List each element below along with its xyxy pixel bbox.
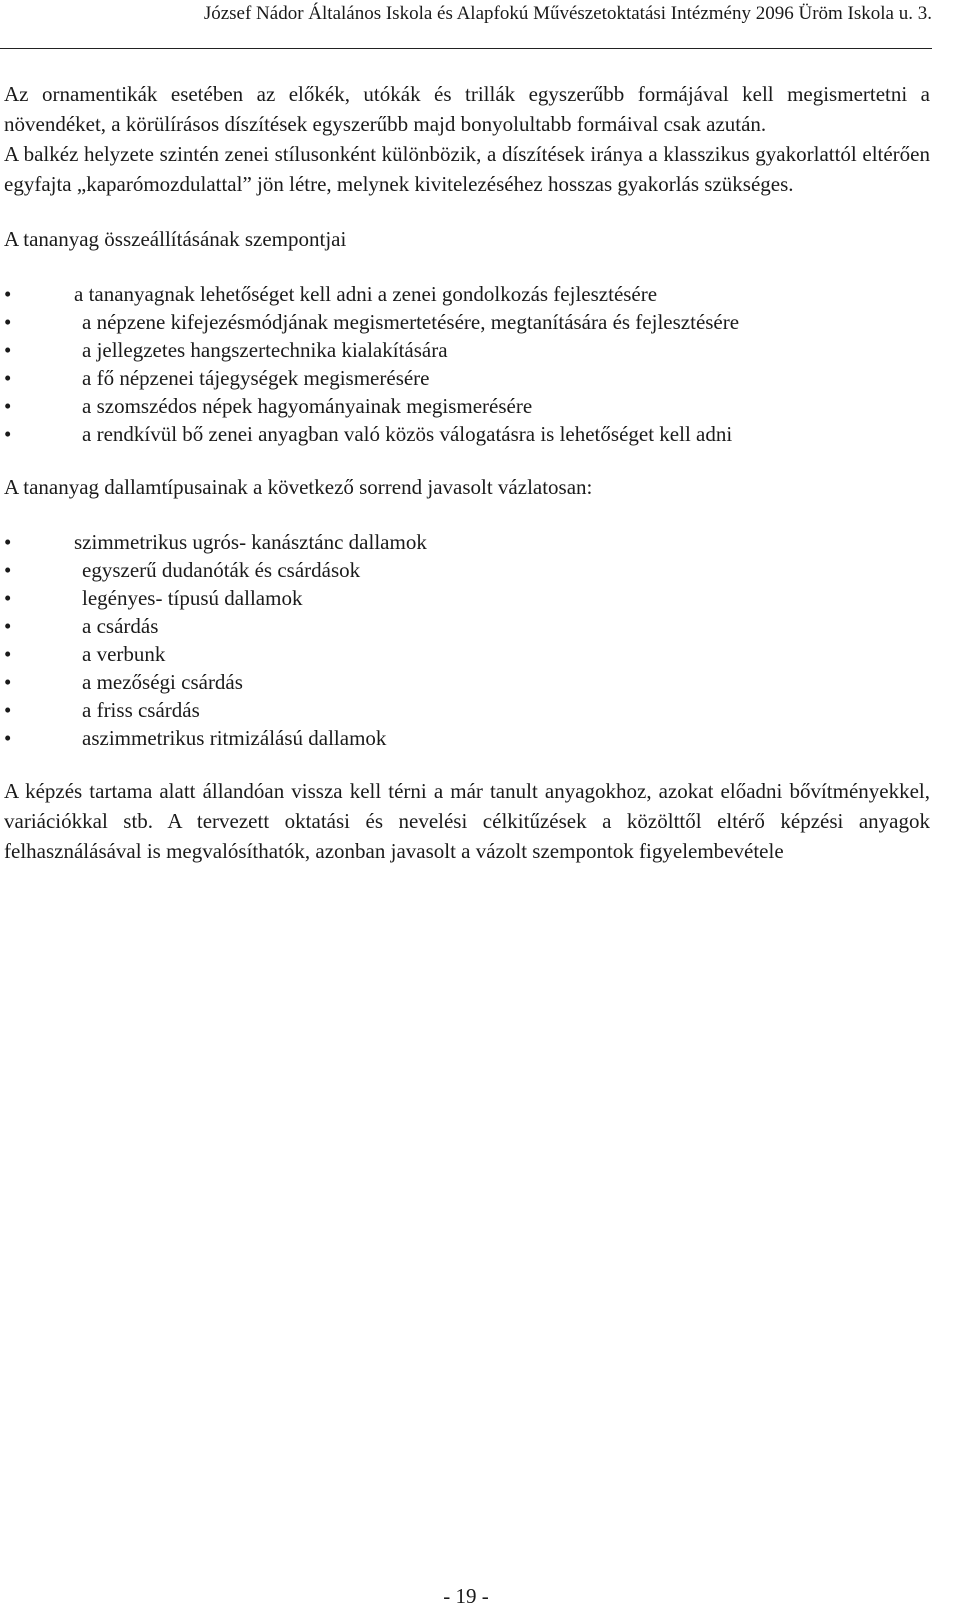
list-item: • legényes- típusú dallamok (4, 584, 930, 612)
document-body (4, 79, 930, 866)
list-item: • a verbunk (4, 640, 930, 668)
list-item: • a mezőségi csárdás (4, 668, 930, 696)
list-item: • a népzene kifejezésmódjának megismertetésére, megtanítására és fejlesztésére (4, 308, 930, 336)
section-title-melody-types: A tananyag dallamtípusainak a következő sorrend javasolt vázlatosan: (4, 475, 593, 499)
list-item: • egyszerű dudanóták és csárdások (4, 556, 930, 584)
intro-paragraph-left-hand: A balkéz helyzete szintén zenei stílusonként különbözik, a díszítések iránya a klasszikus gyakorlattól eltérően egyfajta „kaparómozdulattal” jön létre, melynek kivitelezéséhez hosszas gyakorlás szükséges. (4, 142, 930, 196)
section-title-curriculum-criteria: A tananyag összeállításának szempontjai (4, 227, 347, 251)
list-item: • a rendkívül bő zenei anyagban való közös válogatásra is lehetőséget kell adni (4, 420, 930, 448)
list-item: • a fő népzenei tájegységek megismerésére (4, 364, 930, 392)
criteria-list (4, 280, 930, 448)
melody-types-list (4, 528, 930, 752)
page-number: - 19 - (443, 1584, 489, 1608)
page-header (0, 0, 932, 49)
list-item: • szimmetrikus ugrós- kanásztánc dallamok (4, 528, 930, 556)
closing-paragraph: A képzés tartama alatt állandóan vissza kell térni a már tanult anyagokhoz, azokat előadni bővítményekkel, variációkkal stb. A tervezett oktatási és nevelési célkitűzések a közölttől eltérő képzési anyagok felhasználásával is megvalósíthatók, azonban javasolt a vázolt szempontok figyelembevétele (4, 779, 930, 863)
intro-paragraph-ornaments: Az ornamentikák esetében az előkék, utókák és trillák egyszerűbb formájával kell megismertetni a növendéket, a körülírásos díszítések egyszerűbb majd bonyolultabb formáival csak azután. (4, 82, 930, 136)
list-item: • aszimmetrikus ritmizálású dallamok (4, 724, 930, 752)
list-item: • a jellegzetes hangszertechnika kialakítására (4, 336, 930, 364)
list-item: • a csárdás (4, 612, 930, 640)
list-item: • a szomszédos népek hagyományainak megismerésére (4, 392, 930, 420)
page-footer (0, 1584, 932, 1609)
header-text: József Nádor Általános Iskola és Alapfokú Művészetoktatási Intézmény 2096 Üröm Iskola u. 3. (203, 3, 932, 24)
list-item: • a tananyagnak lehetőséget kell adni a zenei gondolkozás fejlesztésére (4, 280, 930, 308)
list-item: • a friss csárdás (4, 696, 930, 724)
